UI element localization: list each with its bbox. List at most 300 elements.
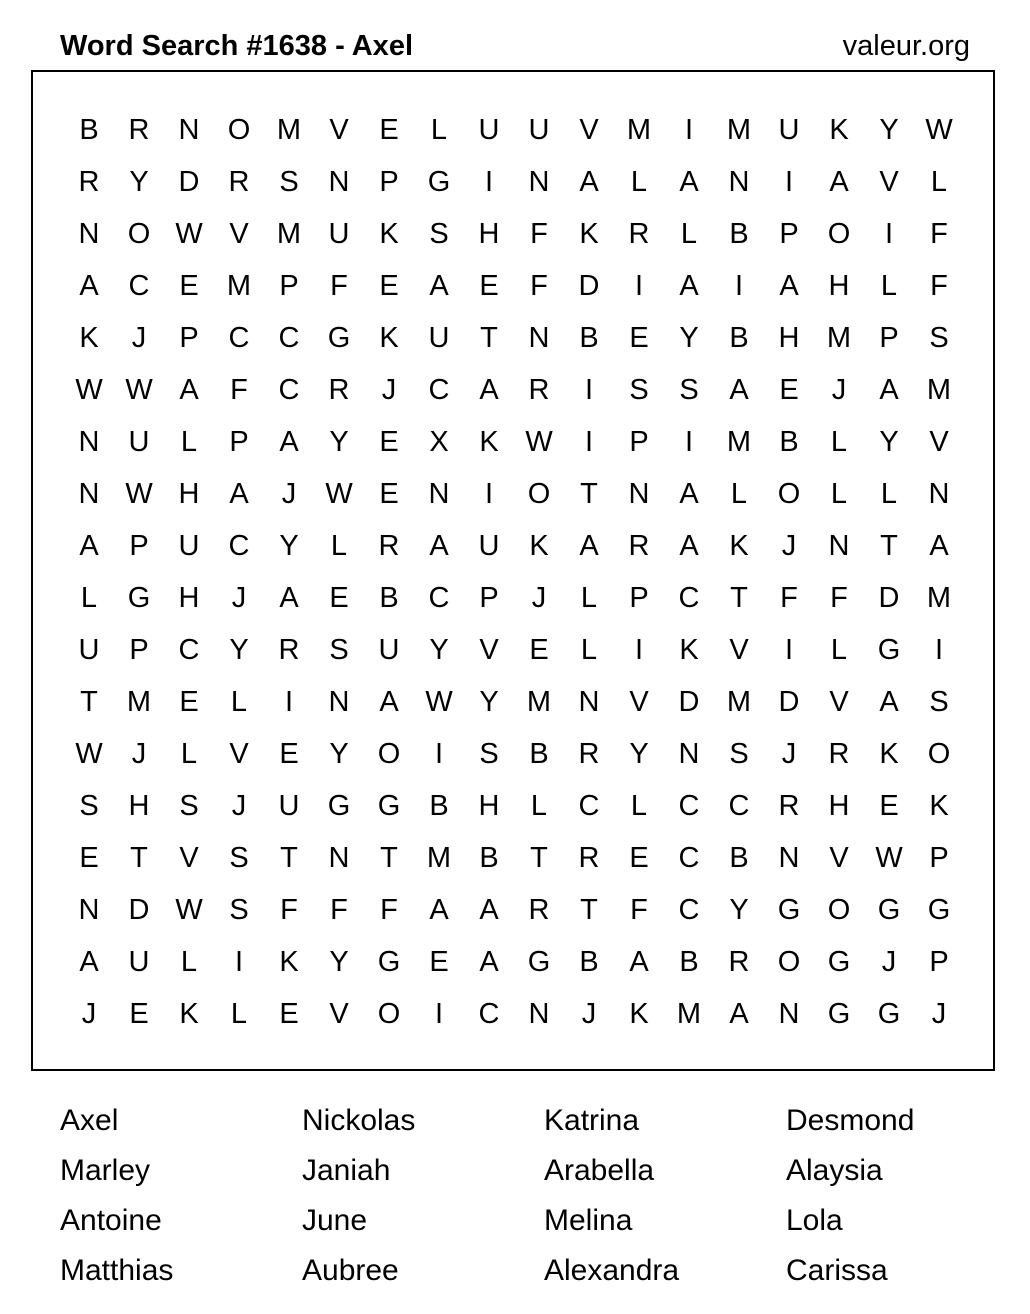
- grid-letter[interactable]: U: [328, 217, 350, 250]
- grid-letter[interactable]: P: [929, 841, 949, 874]
- grid-letter[interactable]: R: [778, 789, 800, 822]
- grid-letter[interactable]: L: [180, 737, 198, 770]
- grid-letter[interactable]: E: [529, 633, 549, 666]
- grid-letter[interactable]: K: [679, 633, 699, 666]
- grid-letter[interactable]: I: [634, 633, 644, 666]
- grid-letter[interactable]: K: [279, 945, 299, 978]
- grid-letter[interactable]: Y: [879, 113, 899, 146]
- grid-letter[interactable]: B: [379, 581, 399, 614]
- grid-letter[interactable]: A: [579, 165, 599, 198]
- grid-letter[interactable]: F: [780, 581, 798, 614]
- grid-letter[interactable]: E: [329, 581, 349, 614]
- grid-letter[interactable]: U: [128, 425, 150, 458]
- grid-letter[interactable]: S: [279, 165, 299, 198]
- grid-letter[interactable]: K: [729, 529, 749, 562]
- grid-letter[interactable]: Y: [329, 425, 349, 458]
- grid-letter[interactable]: M: [926, 581, 952, 614]
- grid-letter[interactable]: Y: [329, 737, 349, 770]
- grid-letter[interactable]: C: [578, 789, 600, 822]
- grid-letter[interactable]: C: [428, 581, 450, 614]
- grid-letter[interactable]: M: [226, 269, 252, 302]
- grid-letter[interactable]: A: [729, 373, 749, 406]
- grid-letter[interactable]: N: [728, 165, 750, 198]
- grid-letter[interactable]: H: [828, 269, 850, 302]
- grid-letter[interactable]: I: [584, 425, 594, 458]
- grid-letter[interactable]: C: [428, 373, 450, 406]
- grid-letter[interactable]: A: [79, 945, 99, 978]
- grid-letter[interactable]: C: [128, 269, 150, 302]
- grid-letter[interactable]: I: [784, 633, 794, 666]
- grid-letter[interactable]: G: [877, 633, 901, 666]
- grid-letter[interactable]: A: [829, 165, 849, 198]
- grid-letter[interactable]: K: [529, 529, 549, 562]
- grid-letter[interactable]: I: [684, 113, 694, 146]
- grid-letter[interactable]: V: [829, 841, 849, 874]
- grid-letter[interactable]: U: [378, 633, 400, 666]
- grid-letter[interactable]: O: [527, 477, 551, 510]
- grid-letter[interactable]: S: [229, 841, 249, 874]
- grid-letter[interactable]: J: [781, 529, 797, 562]
- grid-letter[interactable]: O: [227, 113, 251, 146]
- grid-letter[interactable]: I: [484, 477, 494, 510]
- grid-letter[interactable]: Y: [679, 321, 699, 354]
- grid-letter[interactable]: O: [777, 945, 801, 978]
- grid-letter[interactable]: L: [530, 789, 548, 822]
- grid-letter[interactable]: I: [484, 165, 494, 198]
- grid-letter[interactable]: L: [880, 477, 898, 510]
- grid-letter[interactable]: L: [80, 581, 98, 614]
- grid-letter[interactable]: G: [127, 581, 151, 614]
- grid-letter[interactable]: E: [629, 841, 649, 874]
- grid-letter[interactable]: C: [228, 321, 250, 354]
- grid-letter[interactable]: P: [279, 269, 299, 302]
- grid-letter[interactable]: E: [379, 425, 399, 458]
- grid-letter[interactable]: K: [579, 217, 599, 250]
- grid-letter[interactable]: L: [580, 633, 598, 666]
- grid-letter[interactable]: R: [528, 373, 550, 406]
- grid-letter[interactable]: J: [381, 373, 397, 406]
- grid-letter[interactable]: L: [880, 269, 898, 302]
- grid-letter[interactable]: R: [228, 165, 250, 198]
- grid-letter[interactable]: H: [178, 477, 200, 510]
- grid-letter[interactable]: K: [929, 789, 949, 822]
- grid-letter[interactable]: A: [179, 373, 199, 406]
- grid-letter[interactable]: A: [679, 477, 699, 510]
- grid-letter[interactable]: W: [175, 893, 203, 926]
- grid-letter[interactable]: L: [830, 425, 848, 458]
- grid-letter[interactable]: Y: [229, 633, 249, 666]
- grid-letter[interactable]: K: [179, 997, 199, 1030]
- grid-letter[interactable]: A: [729, 997, 749, 1030]
- grid-letter[interactable]: G: [377, 945, 401, 978]
- grid-letter[interactable]: V: [629, 685, 649, 718]
- grid-letter[interactable]: I: [234, 945, 244, 978]
- grid-letter[interactable]: R: [828, 737, 850, 770]
- grid-letter[interactable]: P: [179, 321, 199, 354]
- grid-letter[interactable]: T: [480, 321, 498, 354]
- grid-letter[interactable]: V: [479, 633, 499, 666]
- grid-letter[interactable]: L: [330, 529, 348, 562]
- grid-letter[interactable]: T: [380, 841, 398, 874]
- grid-letter[interactable]: W: [325, 477, 353, 510]
- grid-letter[interactable]: A: [279, 425, 299, 458]
- grid-letter[interactable]: B: [579, 321, 599, 354]
- grid-letter[interactable]: L: [930, 165, 948, 198]
- grid-letter[interactable]: O: [377, 737, 401, 770]
- grid-letter[interactable]: A: [429, 529, 449, 562]
- grid-letter[interactable]: J: [831, 373, 847, 406]
- grid-letter[interactable]: U: [778, 113, 800, 146]
- grid-letter[interactable]: A: [679, 165, 699, 198]
- grid-letter[interactable]: C: [678, 789, 700, 822]
- grid-letter[interactable]: E: [379, 113, 399, 146]
- grid-letter[interactable]: A: [79, 529, 99, 562]
- grid-letter[interactable]: O: [127, 217, 151, 250]
- grid-letter[interactable]: V: [879, 165, 899, 198]
- grid-letter[interactable]: T: [80, 685, 98, 718]
- grid-letter[interactable]: V: [229, 737, 249, 770]
- grid-letter[interactable]: N: [528, 997, 550, 1030]
- grid-letter[interactable]: R: [378, 529, 400, 562]
- grid-letter[interactable]: M: [826, 321, 852, 354]
- grid-letter[interactable]: E: [379, 269, 399, 302]
- grid-letter[interactable]: A: [879, 373, 899, 406]
- grid-letter[interactable]: W: [75, 737, 103, 770]
- grid-letter[interactable]: N: [528, 165, 550, 198]
- grid-letter[interactable]: N: [328, 685, 350, 718]
- grid-letter[interactable]: S: [179, 789, 199, 822]
- grid-letter[interactable]: A: [429, 269, 449, 302]
- grid-letter[interactable]: A: [629, 945, 649, 978]
- grid-letter[interactable]: O: [927, 737, 951, 770]
- grid-letter[interactable]: N: [78, 217, 100, 250]
- grid-letter[interactable]: R: [628, 529, 650, 562]
- grid-letter[interactable]: I: [934, 633, 944, 666]
- grid-letter[interactable]: W: [525, 425, 553, 458]
- grid-letter[interactable]: P: [129, 633, 149, 666]
- grid-letter[interactable]: C: [178, 633, 200, 666]
- grid-letter[interactable]: V: [929, 425, 949, 458]
- grid-letter[interactable]: L: [830, 477, 848, 510]
- grid-letter[interactable]: U: [478, 113, 500, 146]
- grid-letter[interactable]: M: [726, 425, 752, 458]
- grid-letter[interactable]: J: [231, 789, 247, 822]
- grid-letter[interactable]: M: [276, 113, 302, 146]
- grid-letter[interactable]: I: [634, 269, 644, 302]
- grid-letter[interactable]: P: [129, 529, 149, 562]
- grid-letter[interactable]: H: [478, 789, 500, 822]
- grid-letter[interactable]: L: [580, 581, 598, 614]
- grid-letter[interactable]: I: [884, 217, 894, 250]
- grid-letter[interactable]: J: [781, 737, 797, 770]
- grid-letter[interactable]: W: [125, 477, 153, 510]
- grid-letter[interactable]: N: [328, 841, 350, 874]
- grid-letter[interactable]: C: [278, 373, 300, 406]
- grid-letter[interactable]: A: [579, 529, 599, 562]
- grid-letter[interactable]: U: [528, 113, 550, 146]
- grid-letter[interactable]: C: [228, 529, 250, 562]
- grid-letter[interactable]: E: [79, 841, 99, 874]
- grid-letter[interactable]: A: [79, 269, 99, 302]
- grid-letter[interactable]: I: [434, 737, 444, 770]
- grid-letter[interactable]: F: [830, 581, 848, 614]
- grid-letter[interactable]: N: [328, 165, 350, 198]
- grid-letter[interactable]: M: [676, 997, 702, 1030]
- grid-letter[interactable]: G: [427, 165, 451, 198]
- grid-letter[interactable]: Y: [129, 165, 149, 198]
- grid-letter[interactable]: N: [78, 425, 100, 458]
- grid-letter[interactable]: W: [875, 841, 903, 874]
- grid-letter[interactable]: G: [327, 321, 351, 354]
- grid-letter[interactable]: U: [128, 945, 150, 978]
- grid-letter[interactable]: D: [178, 165, 200, 198]
- grid-letter[interactable]: J: [81, 997, 97, 1030]
- grid-letter[interactable]: O: [827, 217, 851, 250]
- grid-letter[interactable]: K: [629, 997, 649, 1030]
- grid-letter[interactable]: Y: [279, 529, 299, 562]
- grid-letter[interactable]: Y: [329, 945, 349, 978]
- grid-letter[interactable]: A: [779, 269, 799, 302]
- grid-letter[interactable]: M: [276, 217, 302, 250]
- grid-letter[interactable]: F: [930, 217, 948, 250]
- grid-letter[interactable]: J: [131, 737, 147, 770]
- grid-letter[interactable]: T: [130, 841, 148, 874]
- grid-letter[interactable]: A: [229, 477, 249, 510]
- grid-letter[interactable]: E: [279, 997, 299, 1030]
- grid-letter[interactable]: C: [678, 893, 700, 926]
- grid-letter[interactable]: D: [678, 685, 700, 718]
- grid-letter[interactable]: I: [734, 269, 744, 302]
- grid-letter[interactable]: E: [179, 269, 199, 302]
- grid-letter[interactable]: P: [379, 165, 399, 198]
- grid-letter[interactable]: R: [128, 113, 150, 146]
- grid-letter[interactable]: T: [580, 477, 598, 510]
- grid-letter[interactable]: N: [928, 477, 950, 510]
- grid-letter[interactable]: M: [626, 113, 652, 146]
- grid-letter[interactable]: N: [628, 477, 650, 510]
- grid-letter[interactable]: J: [131, 321, 147, 354]
- grid-letter[interactable]: C: [278, 321, 300, 354]
- grid-letter[interactable]: A: [679, 269, 699, 302]
- grid-letter[interactable]: I: [584, 373, 594, 406]
- grid-letter[interactable]: G: [527, 945, 551, 978]
- grid-letter[interactable]: V: [229, 217, 249, 250]
- grid-letter[interactable]: R: [328, 373, 350, 406]
- grid-letter[interactable]: J: [281, 477, 297, 510]
- grid-letter[interactable]: R: [578, 737, 600, 770]
- grid-letter[interactable]: N: [78, 893, 100, 926]
- grid-letter[interactable]: T: [580, 893, 598, 926]
- grid-letter[interactable]: K: [829, 113, 849, 146]
- grid-letter[interactable]: A: [479, 373, 499, 406]
- grid-letter[interactable]: R: [78, 165, 100, 198]
- grid-letter[interactable]: C: [478, 997, 500, 1030]
- grid-letter[interactable]: Y: [479, 685, 499, 718]
- grid-letter[interactable]: F: [330, 269, 348, 302]
- grid-letter[interactable]: D: [128, 893, 150, 926]
- grid-letter[interactable]: O: [777, 477, 801, 510]
- grid-letter[interactable]: W: [425, 685, 453, 718]
- grid-letter[interactable]: F: [380, 893, 398, 926]
- grid-letter[interactable]: J: [231, 581, 247, 614]
- grid-letter[interactable]: S: [679, 373, 699, 406]
- grid-letter[interactable]: V: [329, 113, 349, 146]
- grid-letter[interactable]: E: [429, 945, 449, 978]
- grid-letter[interactable]: F: [230, 373, 248, 406]
- grid-letter[interactable]: H: [778, 321, 800, 354]
- grid-letter[interactable]: O: [377, 997, 401, 1030]
- grid-letter[interactable]: U: [478, 529, 500, 562]
- grid-letter[interactable]: L: [680, 217, 698, 250]
- grid-letter[interactable]: H: [128, 789, 150, 822]
- grid-letter[interactable]: A: [429, 893, 449, 926]
- grid-letter[interactable]: M: [926, 373, 952, 406]
- grid-letter[interactable]: Y: [629, 737, 649, 770]
- grid-letter[interactable]: R: [278, 633, 300, 666]
- grid-letter[interactable]: N: [78, 477, 100, 510]
- grid-letter[interactable]: B: [529, 737, 549, 770]
- grid-letter[interactable]: T: [280, 841, 298, 874]
- grid-letter[interactable]: L: [230, 685, 248, 718]
- grid-letter[interactable]: G: [877, 893, 901, 926]
- grid-letter[interactable]: G: [827, 945, 851, 978]
- grid-letter[interactable]: K: [479, 425, 499, 458]
- grid-letter[interactable]: S: [79, 789, 99, 822]
- grid-letter[interactable]: M: [526, 685, 552, 718]
- grid-letter[interactable]: N: [578, 685, 600, 718]
- grid-letter[interactable]: N: [778, 841, 800, 874]
- grid-letter[interactable]: B: [479, 841, 499, 874]
- grid-letter[interactable]: U: [428, 321, 450, 354]
- grid-letter[interactable]: G: [877, 997, 901, 1030]
- grid-letter[interactable]: C: [678, 581, 700, 614]
- grid-letter[interactable]: E: [379, 477, 399, 510]
- grid-letter[interactable]: N: [528, 321, 550, 354]
- grid-letter[interactable]: W: [175, 217, 203, 250]
- grid-letter[interactable]: V: [829, 685, 849, 718]
- grid-letter[interactable]: F: [630, 893, 648, 926]
- grid-letter[interactable]: M: [426, 841, 452, 874]
- grid-letter[interactable]: P: [929, 945, 949, 978]
- grid-letter[interactable]: I: [284, 685, 294, 718]
- grid-letter[interactable]: A: [379, 685, 399, 718]
- grid-letter[interactable]: X: [429, 425, 449, 458]
- grid-letter[interactable]: P: [629, 425, 649, 458]
- grid-letter[interactable]: G: [327, 789, 351, 822]
- grid-letter[interactable]: E: [779, 373, 799, 406]
- grid-letter[interactable]: B: [679, 945, 699, 978]
- grid-letter[interactable]: T: [880, 529, 898, 562]
- grid-letter[interactable]: A: [479, 893, 499, 926]
- grid-letter[interactable]: U: [178, 529, 200, 562]
- grid-letter[interactable]: P: [629, 581, 649, 614]
- grid-letter[interactable]: L: [230, 997, 248, 1030]
- grid-letter[interactable]: K: [879, 737, 899, 770]
- grid-letter[interactable]: R: [528, 893, 550, 926]
- grid-letter[interactable]: R: [578, 841, 600, 874]
- grid-letter[interactable]: L: [630, 165, 648, 198]
- grid-letter[interactable]: V: [179, 841, 199, 874]
- grid-letter[interactable]: S: [929, 685, 949, 718]
- grid-letter[interactable]: B: [729, 217, 749, 250]
- grid-letter[interactable]: L: [830, 633, 848, 666]
- grid-letter[interactable]: H: [478, 217, 500, 250]
- grid-letter[interactable]: F: [530, 269, 548, 302]
- grid-letter[interactable]: P: [229, 425, 249, 458]
- grid-letter[interactable]: E: [129, 997, 149, 1030]
- grid-letter[interactable]: B: [729, 841, 749, 874]
- grid-letter[interactable]: N: [178, 113, 200, 146]
- grid-letter[interactable]: A: [679, 529, 699, 562]
- grid-letter[interactable]: R: [728, 945, 750, 978]
- grid-letter[interactable]: H: [178, 581, 200, 614]
- grid-letter[interactable]: K: [379, 321, 399, 354]
- grid-letter[interactable]: L: [630, 789, 648, 822]
- grid-letter[interactable]: R: [628, 217, 650, 250]
- grid-letter[interactable]: N: [828, 529, 850, 562]
- grid-letter[interactable]: A: [929, 529, 949, 562]
- grid-letter[interactable]: V: [329, 997, 349, 1030]
- grid-letter[interactable]: B: [429, 789, 449, 822]
- grid-letter[interactable]: C: [678, 841, 700, 874]
- grid-letter[interactable]: H: [828, 789, 850, 822]
- grid-letter[interactable]: N: [778, 997, 800, 1030]
- grid-letter[interactable]: S: [729, 737, 749, 770]
- grid-letter[interactable]: L: [730, 477, 748, 510]
- grid-letter[interactable]: I: [784, 165, 794, 198]
- grid-letter[interactable]: I: [434, 997, 444, 1030]
- grid-letter[interactable]: F: [530, 217, 548, 250]
- grid-letter[interactable]: G: [777, 893, 801, 926]
- grid-letter[interactable]: D: [578, 269, 600, 302]
- grid-letter[interactable]: E: [279, 737, 299, 770]
- grid-letter[interactable]: E: [879, 789, 899, 822]
- grid-letter[interactable]: S: [329, 633, 349, 666]
- grid-letter[interactable]: Y: [879, 425, 899, 458]
- grid-letter[interactable]: L: [180, 425, 198, 458]
- grid-letter[interactable]: F: [330, 893, 348, 926]
- grid-letter[interactable]: T: [730, 581, 748, 614]
- grid-letter[interactable]: E: [629, 321, 649, 354]
- grid-letter[interactable]: S: [629, 373, 649, 406]
- grid-letter[interactable]: E: [479, 269, 499, 302]
- grid-letter[interactable]: J: [531, 581, 547, 614]
- grid-letter[interactable]: Y: [429, 633, 449, 666]
- grid-letter[interactable]: S: [479, 737, 499, 770]
- grid-letter[interactable]: G: [927, 893, 951, 926]
- grid-letter[interactable]: U: [278, 789, 300, 822]
- grid-letter[interactable]: F: [280, 893, 298, 926]
- grid-letter[interactable]: F: [930, 269, 948, 302]
- grid-letter[interactable]: J: [931, 997, 947, 1030]
- grid-letter[interactable]: M: [126, 685, 152, 718]
- grid-letter[interactable]: B: [779, 425, 799, 458]
- grid-letter[interactable]: L: [180, 945, 198, 978]
- grid-letter[interactable]: V: [579, 113, 599, 146]
- grid-letter[interactable]: N: [428, 477, 450, 510]
- grid-letter[interactable]: Y: [729, 893, 749, 926]
- grid-letter[interactable]: O: [827, 893, 851, 926]
- grid-letter[interactable]: B: [579, 945, 599, 978]
- grid-letter[interactable]: P: [779, 217, 799, 250]
- grid-letter[interactable]: G: [377, 789, 401, 822]
- grid-letter[interactable]: J: [581, 997, 597, 1030]
- grid-letter[interactable]: V: [729, 633, 749, 666]
- grid-letter[interactable]: D: [778, 685, 800, 718]
- grid-letter[interactable]: S: [229, 893, 249, 926]
- grid-letter[interactable]: A: [879, 685, 899, 718]
- grid-letter[interactable]: I: [684, 425, 694, 458]
